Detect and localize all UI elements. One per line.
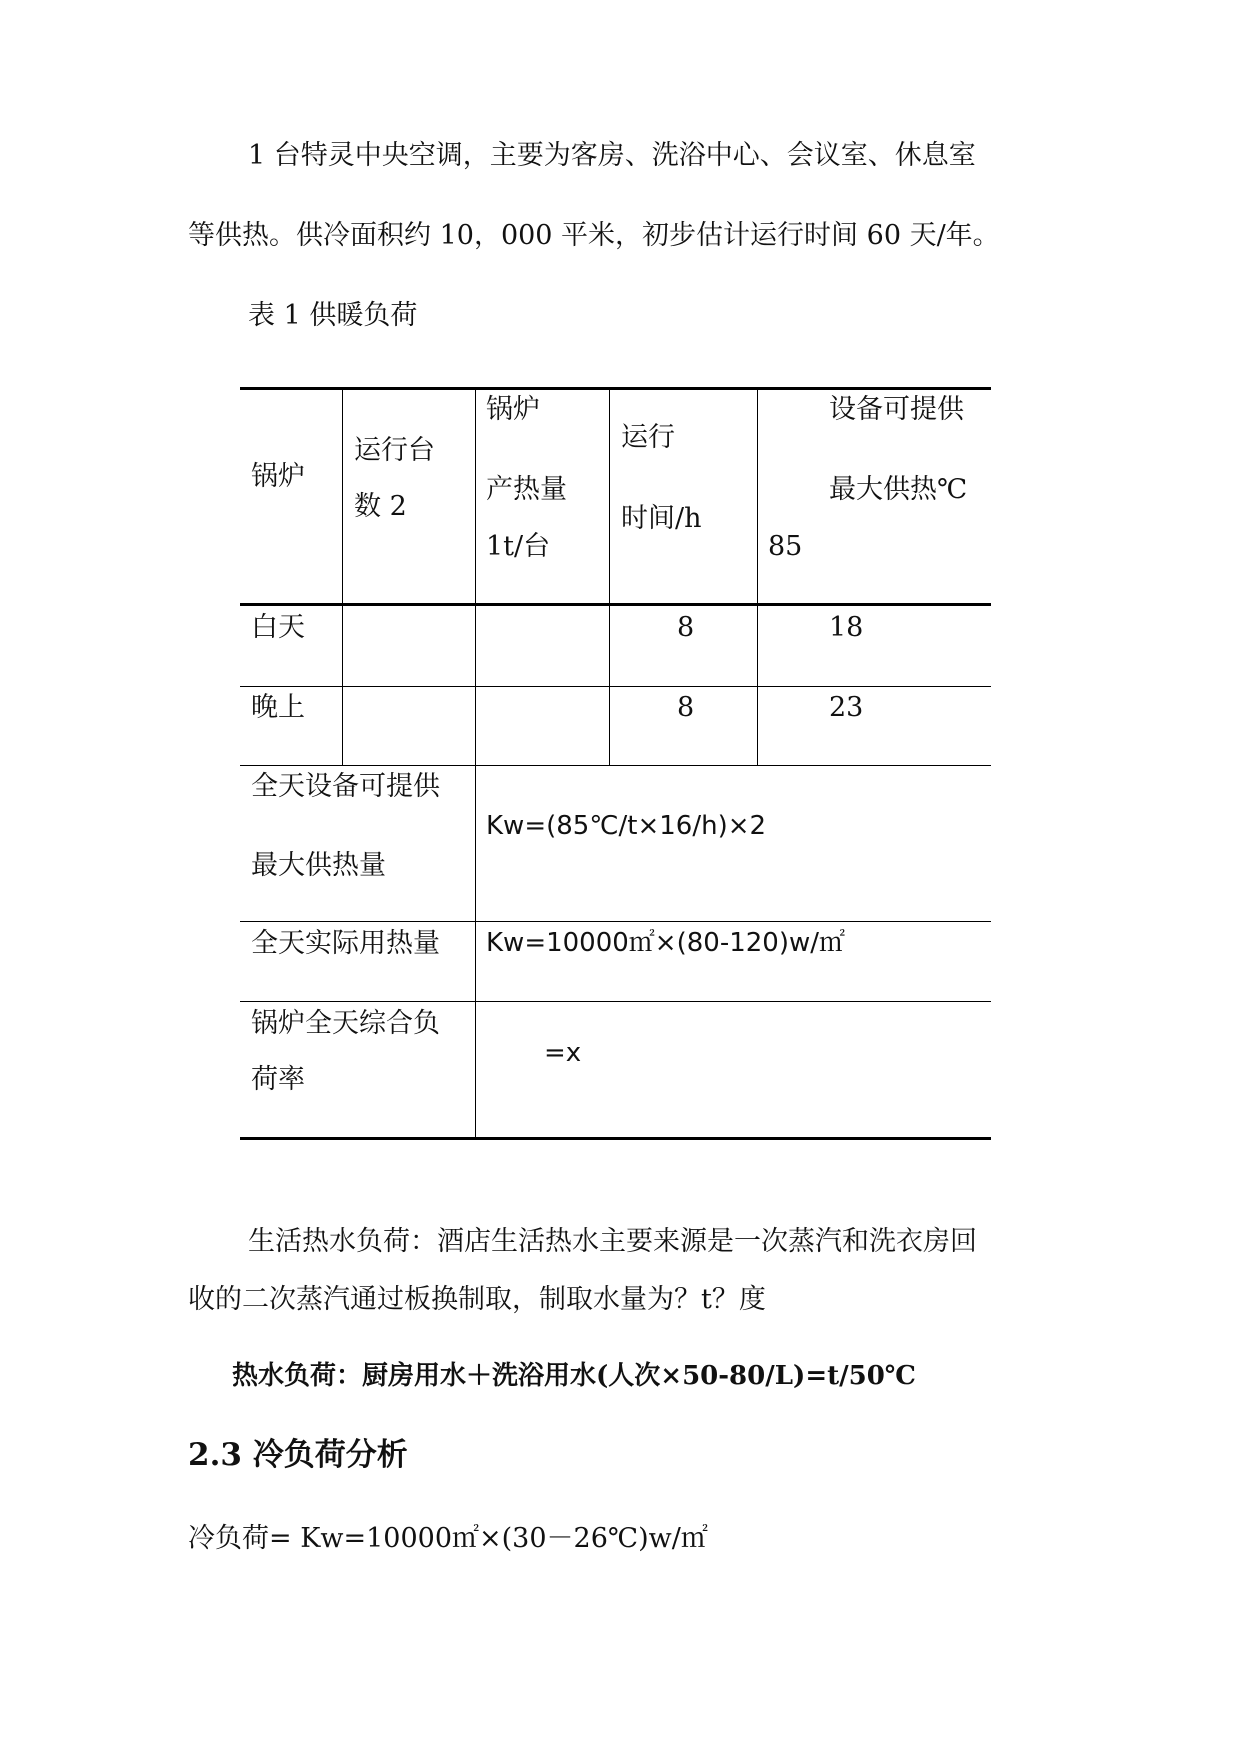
row-daytime-heat: 18 <box>829 612 864 643</box>
header-boiler-output-line-1: 锅炉 <box>486 394 540 425</box>
hot-water-load-formula: 热水负荷：厨房用水＋洗浴用水(人次×50-80/L)=t/50℃ <box>232 1361 916 1391</box>
summary-load-rate-label-line-1: 锅炉全天综合负 <box>251 1008 440 1039</box>
header-max-heat-line-3: 85 <box>768 531 803 562</box>
summary-max-heat-label-line-1: 全天设备可提供 <box>251 771 440 802</box>
header-max-heat-line-2: 最大供热℃ <box>829 474 968 505</box>
table-column-divider <box>757 389 758 765</box>
header-max-heat-line-1: 设备可提供 <box>829 394 964 425</box>
paragraph-1-line-1: 1 台特灵中央空调，主要为客房、洗浴中心、会议室、休息室 <box>248 140 976 171</box>
table-caption: 表 1 供暖负荷 <box>248 300 418 331</box>
summary-actual-heat-formula: Kw=10000㎡×(80-120)w/㎡ <box>486 928 845 958</box>
table-header-border <box>240 603 991 606</box>
row-daytime-hours: 8 <box>677 612 695 643</box>
summary-load-rate-label-line-2: 荷率 <box>251 1064 305 1095</box>
header-boiler-output-line-3: 1t/台 <box>486 531 551 562</box>
table-column-divider <box>475 389 476 1139</box>
header-run-time-line-1: 运行 <box>621 422 675 453</box>
header-boiler: 锅炉 <box>251 461 305 492</box>
summary-load-rate-value: =x <box>544 1038 582 1068</box>
section-heading: 2.3 冷负荷分析 <box>188 1437 408 1473</box>
table-row-divider <box>240 1001 991 1002</box>
row-night-heat: 23 <box>829 692 864 723</box>
table-row-divider <box>240 686 991 687</box>
summary-max-heat-formula: Kw=(85℃/t×16/h)×2 <box>486 811 767 841</box>
header-run-time-line-2: 时间/h <box>621 503 702 534</box>
row-label-night: 晚上 <box>251 692 305 723</box>
paragraph-2-line-1: 生活热水负荷：酒店生活热水主要来源是一次蒸汽和洗衣房回 <box>248 1226 977 1257</box>
cooling-load-formula: 冷负荷= Kw=10000㎡×(30－26℃)w/㎡ <box>188 1523 708 1554</box>
summary-max-heat-label-line-2: 最大供热量 <box>251 850 386 881</box>
header-running-units-line-2: 数 2 <box>354 491 407 522</box>
table-column-divider <box>342 389 343 765</box>
row-night-hours: 8 <box>677 692 695 723</box>
paragraph-1-line-2: 等供热。供冷面积约 10，000 平米，初步估计运行时间 60 天/年。 <box>188 220 1000 251</box>
table-row-divider <box>240 765 991 766</box>
table-column-divider <box>609 389 610 765</box>
table-row-divider <box>240 921 991 922</box>
table-top-border <box>240 387 991 390</box>
header-running-units-line-1: 运行台 <box>354 435 435 466</box>
paragraph-2-line-2: 收的二次蒸汽通过板换制取，制取水量为？t？度 <box>188 1284 766 1315</box>
header-boiler-output-line-2: 产热量 <box>486 474 567 505</box>
summary-actual-heat-label: 全天实际用热量 <box>251 928 440 959</box>
table-bottom-border <box>240 1137 991 1140</box>
row-label-daytime: 白天 <box>251 612 305 643</box>
